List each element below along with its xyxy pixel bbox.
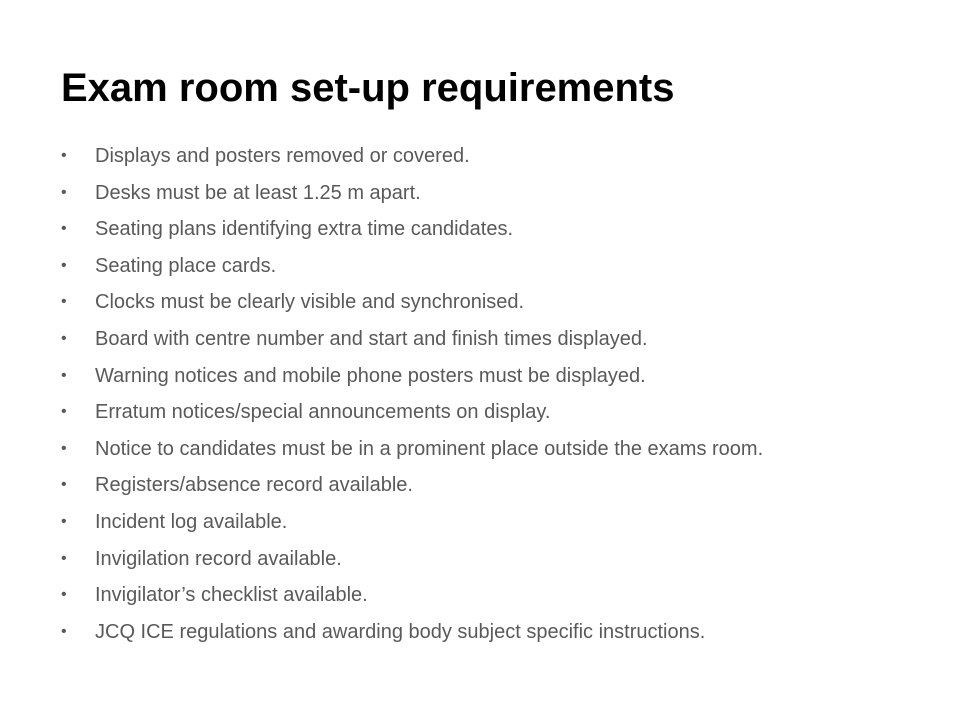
bullet-text: Seating place cards. (95, 254, 277, 277)
bullet-icon: • (61, 293, 67, 311)
bullet-item (61, 541, 941, 578)
bullet-text: Notice to candidates must be in a prominent place outside the exams room. (95, 437, 764, 460)
bullet-icon: • (61, 512, 67, 530)
bullet-icon: • (61, 220, 67, 238)
bullet-icon: • (61, 439, 67, 457)
bullet-text: Invigilation record available. (95, 547, 342, 570)
bullet-text: Displays and posters removed or covered. (95, 145, 470, 167)
bullet-text: Warning notices and mobile phone posters must be displayed. (95, 364, 646, 387)
bullet-item (61, 577, 941, 614)
bullet-icon: • (61, 403, 67, 421)
bullet-item (61, 614, 941, 651)
bullet-text: Clocks must be clearly visible and synchronised. (95, 291, 525, 314)
bullet-item (61, 284, 941, 321)
bullet-icon: • (61, 366, 67, 384)
bullet-icon: • (61, 329, 67, 347)
bullet-item (61, 431, 941, 468)
bullet-text: Registers/absence record available. (95, 474, 413, 497)
bullet-item (61, 138, 941, 175)
bullet-text: Board with centre number and start and finish times displayed. (95, 327, 648, 350)
bullet-icon: • (61, 476, 67, 494)
bullet-icon: • (61, 183, 67, 201)
bullet-text: Desks must be at least 1.25 m apart. (95, 181, 421, 204)
bullet-item (61, 467, 941, 504)
bullet-text: Seating plans identifying extra time candidates. (95, 218, 514, 241)
slide-title: Exam room set-up requirements (61, 66, 675, 110)
bullet-text: Invigilator’s checklist available. (95, 584, 368, 607)
bullet-item (61, 211, 941, 248)
bullet-text: Erratum notices/special announcements on display. (95, 401, 551, 424)
bullet-item (61, 248, 941, 285)
bullet-text: Incident log available. (95, 510, 288, 533)
bullet-icon: • (61, 622, 67, 640)
bullet-icon: • (61, 256, 67, 274)
bullet-item (61, 504, 941, 541)
bullet-icon: • (61, 549, 67, 567)
bullet-item (61, 321, 941, 358)
bullet-item (61, 175, 941, 212)
bullet-item (61, 358, 941, 395)
bullet-list (61, 138, 941, 650)
bullet-text: JCQ ICE regulations and awarding body subject specific instructions. (95, 620, 706, 643)
bullet-item (61, 394, 941, 431)
bullet-icon: • (61, 147, 67, 164)
bullet-icon: • (61, 586, 67, 604)
